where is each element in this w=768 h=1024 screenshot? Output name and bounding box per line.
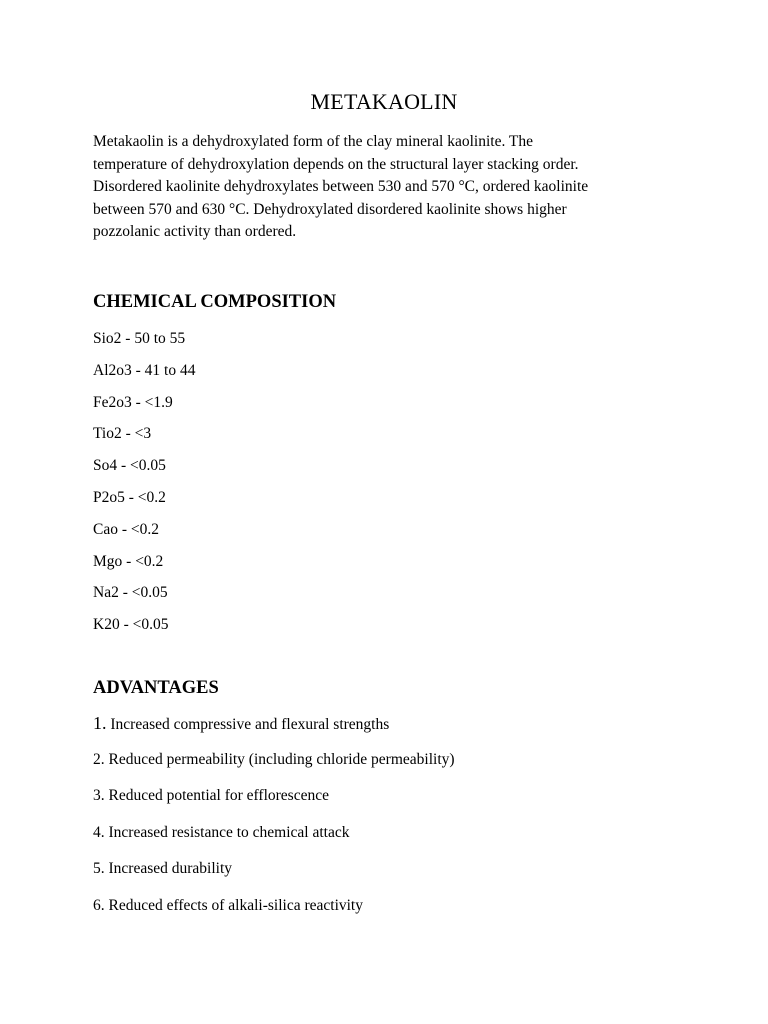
composition-item: So4 - <0.05	[93, 457, 166, 475]
composition-item: K20 - <0.05	[93, 616, 169, 634]
advantages-list	[93, 712, 455, 932]
advantage-number: 2.	[93, 750, 105, 768]
advantage-item	[93, 749, 455, 786]
composition-list	[93, 328, 195, 646]
advantage-number: 1.	[93, 713, 107, 733]
advantage-text: Reduced permeability (including chloride permeability)	[104, 750, 455, 768]
intro-paragraph: Metakaolin is a dehydroxylated form of the clay mineral kaolinite. The temperature of dehydroxylation depends on the structural layer stacking order. Disordered kaolinite dehydroxylates between 530 and 570 °C, ordered kaolinite between 570 and 630 °C. Dehydroxylated disordered kaolinite shows higher pozzolanic activity than ordered.	[93, 133, 589, 240]
advantage-item	[93, 712, 455, 749]
advantage-number: 3.	[93, 787, 105, 805]
advantage-item	[93, 822, 455, 859]
composition-item: P2o5 - <0.2	[93, 488, 166, 506]
advantage-text: Reduced effects of alkali-silica reactivity	[104, 896, 363, 914]
advantage-item	[93, 895, 455, 932]
advantage-text: Increased compressive and flexural strengths	[106, 716, 390, 733]
composition-item: Fe2o3 - <1.9	[93, 393, 173, 411]
composition-item: Cao - <0.2	[93, 520, 159, 538]
composition-item: Na2 - <0.05	[93, 584, 168, 602]
page-title: METAKAOLIN	[310, 89, 458, 114]
advantage-item	[93, 785, 455, 822]
advantage-number: 5.	[93, 860, 105, 878]
advantage-number: 4.	[93, 823, 105, 841]
advantage-text: Reduced potential for efflorescence	[104, 787, 329, 805]
advantage-text: Increased resistance to chemical attack	[104, 823, 350, 841]
composition-heading: CHEMICAL COMPOSITION	[93, 292, 337, 312]
advantage-text: Increased durability	[104, 860, 233, 878]
composition-item: Sio2 - 50 to 55	[93, 330, 186, 347]
composition-item: Mgo - <0.2	[93, 552, 164, 570]
composition-item: Al2o3 - 41 to 44	[93, 361, 196, 379]
advantage-number: 6.	[93, 896, 105, 914]
advantage-item	[93, 858, 455, 895]
composition-item: Tio2 - <3	[93, 425, 152, 443]
advantages-heading: ADVANTAGES	[93, 678, 219, 698]
